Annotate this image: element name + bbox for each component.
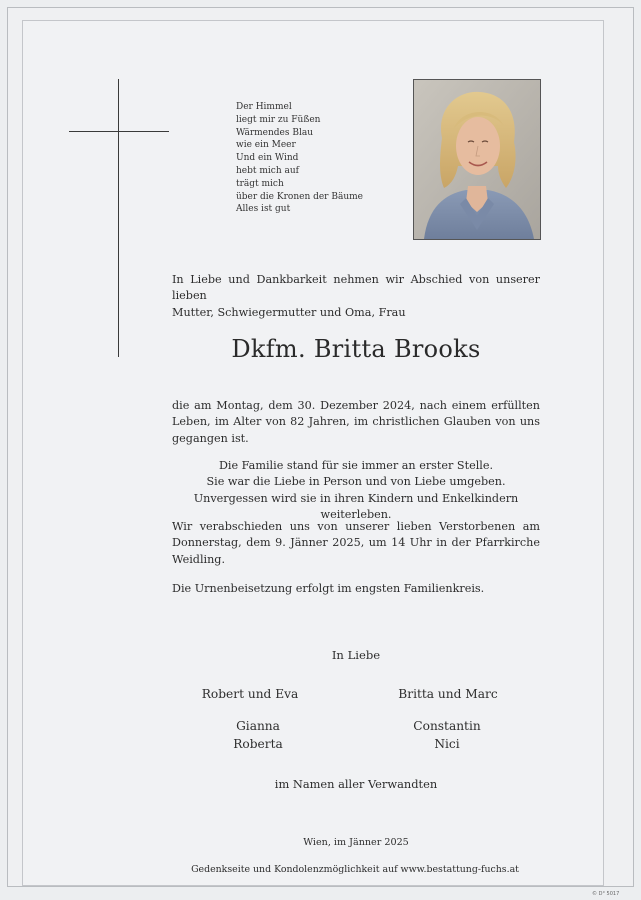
poem-line: hebt mich auf <box>236 165 299 176</box>
poem-line: Alles ist gut <box>236 204 291 215</box>
farewell-line: Donnerstag, dem 9. Jänner 2025, um 14 Uhr in der Pfarrkirche <box>172 536 540 550</box>
signature-name: Gianna <box>236 719 280 733</box>
cross-horizontal-bar <box>69 131 169 132</box>
poem-line: trägt mich <box>236 178 284 189</box>
urn-burial-text: Die Urnenbeisetzung erfolgt im engsten Familienkreis. <box>172 582 485 595</box>
poem-line: Wärmendes Blau <box>236 127 314 138</box>
intro-line: Mutter, Schwiegermutter und Oma, Frau <box>172 305 406 319</box>
signature-grandchildren-left <box>208 717 308 753</box>
intro-text <box>172 272 540 321</box>
deceased-name: Dkfm. Britta Brooks <box>231 335 481 363</box>
portrait-photo <box>413 79 541 240</box>
family-line: Sie war die Liebe in Person und von Liebe umgeben. <box>206 475 506 489</box>
poem-line: wie ein Meer <box>236 140 296 151</box>
print-code: © D° 5017 <box>592 891 620 897</box>
family-text <box>172 458 540 524</box>
family-line: Die Familie stand für sie immer an erster Stelle. <box>218 459 494 472</box>
poem-line: liegt mir zu Füßen <box>236 114 321 125</box>
death-line: Leben, im Alter von 82 Jahren, im christlichen Glauben von uns <box>172 415 540 429</box>
poem-line: Der Himmel <box>236 102 292 112</box>
farewell-text <box>172 519 540 568</box>
signature-name: Nici <box>434 737 460 751</box>
cross-vertical-bar <box>118 79 119 357</box>
death-line: gegangen ist. <box>172 431 249 445</box>
signature-grandchildren-right <box>397 717 497 753</box>
family-line: Unvergessen wird sie in ihren Kindern und Enkelkindern weiterleben. <box>193 491 519 522</box>
farewell-line: Weidling. <box>172 552 226 566</box>
memorial-website-note: Gedenkseite und Kondolenzmöglichkeit auf www.bestattung-fuchs.at <box>191 864 519 875</box>
on-behalf-text: im Namen aller Verwandten <box>274 777 438 791</box>
poem <box>236 101 363 216</box>
signature-name: Constantin <box>413 719 481 733</box>
poem-line: Und ein Wind <box>236 153 299 164</box>
death-notice-text <box>172 398 540 447</box>
poem-line: über die Kronen der Bäume <box>236 191 363 202</box>
death-line: die am Montag, dem 30. Dezember 2024, nach einem erfüllten <box>172 399 540 412</box>
farewell-line: Wir verabschieden uns von unserer lieben Verstorbenen am <box>172 520 540 533</box>
in-liebe-heading: In Liebe <box>331 648 381 662</box>
place-date: Wien, im Jänner 2025 <box>303 837 409 848</box>
signature-robert-eva: Robert und Eva <box>201 687 299 701</box>
signature-britta-marc: Britta und Marc <box>398 687 498 701</box>
signature-name: Roberta <box>233 737 283 751</box>
intro-line: In Liebe und Dankbarkeit nehmen wir Abschied von unserer lieben <box>172 273 540 303</box>
